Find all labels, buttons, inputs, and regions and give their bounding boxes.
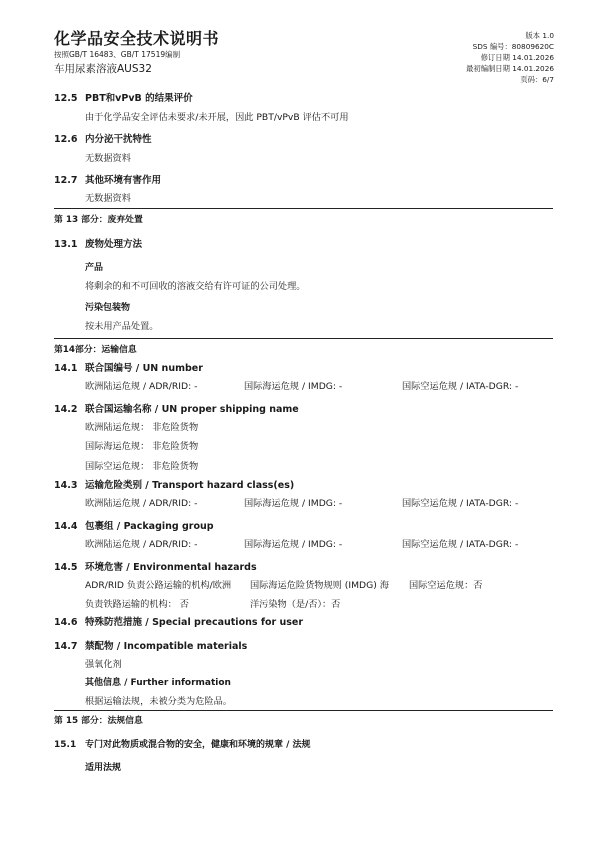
document-title: 化学品安全技术说明书 (54, 29, 220, 48)
hazard-class-imdg: 国际海运危规 / IMDG: - (244, 498, 343, 509)
env-hazard-adr: ADR/RID 负责公路运输的机构/欧洲 (85, 580, 232, 591)
shipping-name-adr: 欧洲陆运危规： 非危险货物 (85, 422, 199, 433)
section-12-6-heading: 12.6 内分泌干扰特性 (54, 134, 152, 145)
un-number-imdg: 国际海运危规 / IMDG: - (244, 381, 343, 392)
section-12-7-heading: 12.7 其他环境有害作用 (54, 175, 162, 186)
env-hazard-rail: 负责铁路运输的机构： 否 (85, 599, 189, 610)
un-number-adr: 欧洲陆运危规 / ADR/RID: - (85, 381, 198, 392)
section-14-2-heading: 14.2 联合国运输名称 / UN proper shipping name (54, 404, 299, 415)
part-13-heading: 第 13 部分：废弃处置 (54, 215, 143, 225)
section-14-7-heading: 14.7 禁配物 / Incompatible materials (54, 641, 248, 652)
part-15-divider (54, 710, 553, 711)
part-15-heading: 第 15 部分：法规信息 (54, 716, 143, 726)
section-12-5-text: 由于化学品安全评估未要求/未开展，因此 PBT/vPvB 评估不可用 (85, 112, 349, 123)
section-14-5-heading: 14.5 环境危害 / Environmental hazards (54, 562, 257, 573)
shipping-name-imdg: 国际海运危规： 非危险货物 (85, 441, 199, 452)
hazard-class-adr: 欧洲陆运危规 / ADR/RID: - (85, 498, 198, 509)
section-12-6-text: 无数据资料 (85, 153, 131, 164)
product-name: 车用尿素溶液AUS32 (54, 63, 152, 75)
page-number: 页码：6/7 (520, 75, 554, 84)
packaging-group-adr: 欧洲陆运危规 / ADR/RID: - (85, 539, 198, 550)
revision-date: 修订日期 14.01.2026 (480, 53, 554, 62)
packaging-group-imdg: 国际海运危规 / IMDG: - (244, 539, 343, 550)
part-14-divider (54, 338, 553, 339)
standard-reference: 按照GB/T 16483、GB/T 17519编制 (54, 50, 181, 59)
section-12-5-heading: 12.5 PBT和vPvB 的结果评价 (54, 93, 193, 104)
section-12-7-text: 无数据资料 (85, 193, 131, 204)
sds-number: SDS 编号：80809620C (472, 42, 554, 51)
section-14-1-heading: 14.1 联合国编号 / UN number (54, 363, 203, 374)
shipping-name-iata: 国际空运危规： 非危险货物 (85, 461, 199, 472)
section-14-4-heading: 14.4 包裹组 / Packaging group (54, 521, 214, 532)
section-14-6-heading: 14.6 特殊防范措施 / Special precautions for user (54, 617, 304, 628)
packaging-group-iata: 国际空运危规 / IATA-DGR: - (402, 539, 519, 550)
section-14-3-heading: 14.3 运输危险类别 / Transport hazard class(es) (54, 480, 295, 491)
version: 版本 1.0 (525, 31, 554, 40)
section-13-1-heading: 13.1 废物处理方法 (54, 239, 143, 250)
document-meta (466, 30, 554, 85)
env-hazard-iata: 国际空运危规：否 (409, 580, 483, 591)
un-number-iata: 国际空运危规 / IATA-DGR: - (402, 381, 519, 392)
env-hazard-marine-pollutant: 洋污染物（是/否）：否 (250, 599, 341, 610)
further-info-label: 其他信息 / Further information (85, 678, 231, 688)
initial-date: 最初编制日期 14.01.2026 (466, 64, 554, 73)
env-hazard-imdg: 国际海运危险货物规则 (IMDG) 海 (250, 580, 389, 591)
hazard-class-iata: 国际空运危规 / IATA-DGR: - (402, 498, 519, 509)
further-info-text: 根据运输法规，未被分类为危险品。 (85, 696, 232, 707)
part-13-divider (54, 208, 553, 209)
packaging-disposal-text: 按未用产品处置。 (85, 321, 159, 332)
part-14-heading: 第14部分：运输信息 (54, 345, 137, 355)
section-15-1-heading: 15.1 专门对此物质或混合物的安全，健康和环境的规章 / 法规 (54, 740, 311, 750)
packaging-label: 污染包装物 (85, 303, 131, 313)
applicable-regulations-label: 适用法规 (85, 763, 122, 773)
product-label: 产品 (85, 263, 104, 273)
product-disposal-text: 将剩余的和不可回收的溶液交给有许可证的公司处理。 (85, 281, 306, 292)
incompatible-materials-text: 强氧化剂 (85, 659, 122, 670)
